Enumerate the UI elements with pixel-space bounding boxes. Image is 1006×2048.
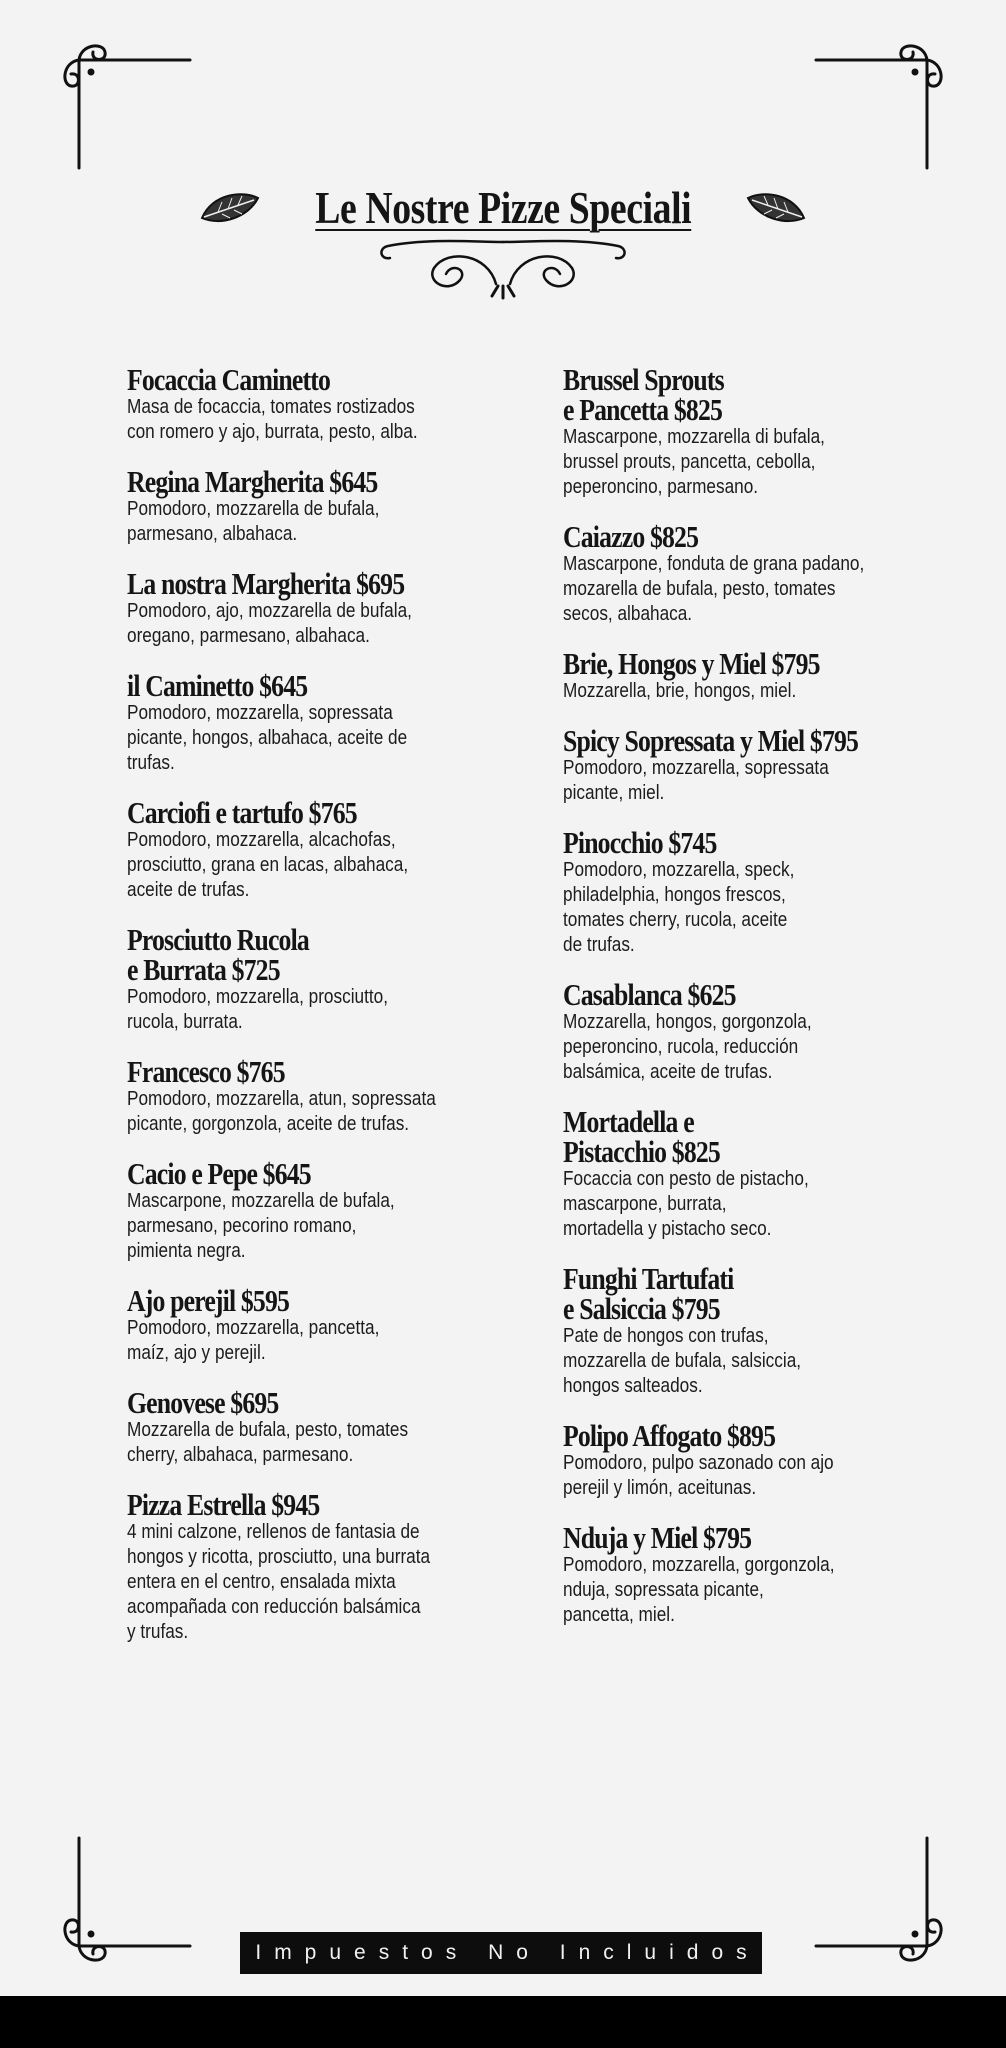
menu-item (127, 1385, 547, 1468)
menu-item (127, 1156, 547, 1264)
item-description: Pomodoro, ajo, mozzarella de bufala, oregano, parmesano, albahaca. (127, 600, 412, 647)
menu-item (563, 723, 983, 806)
item-description: Pomodoro, mozzarella, sopressata picante, hongos, albahaca, aceite de trufas. (127, 702, 408, 774)
item-name: Brie, Hongos y Miel $795 (563, 646, 820, 681)
item-description: Mozzarella, brie, hongos, miel. (563, 680, 797, 702)
item-name: Funghi Tartufati e Salsiccia $795 (563, 1261, 734, 1326)
leaf-icon (746, 188, 808, 226)
menu-item (563, 1418, 983, 1501)
item-name: Pinocchio $745 (563, 825, 717, 860)
title-flourish-ornament (368, 234, 638, 302)
leaf-icon (198, 188, 260, 226)
menu-item (563, 1520, 983, 1628)
item-description: Pomodoro, mozzarella, prosciutto, rucola, burrata. (127, 986, 388, 1033)
menu-column-left (127, 362, 547, 1667)
menu-item (127, 1487, 547, 1645)
bottom-bar (0, 1996, 1006, 2048)
menu-column-right (563, 362, 983, 1650)
item-description: Pomodoro, mozzarella, pancetta, maíz, ajo y perejil. (127, 1317, 380, 1364)
corner-ornament-bottom-right (811, 1836, 951, 1976)
menu-item (127, 922, 547, 1035)
item-description: Pomodoro, mozzarella, alcachofas, prosciutto, grana en lacas, albahaca, aceite de trufas. (127, 829, 409, 901)
item-name: Nduja y Miel $795 (563, 1520, 752, 1555)
menu-item (127, 464, 547, 547)
item-name: il Caminetto $645 (127, 668, 308, 703)
item-description: Mozzarella de bufala, pesto, tomates cherry, albahaca, parmesano. (127, 1419, 409, 1466)
item-name: Pizza Estrella $945 (127, 1487, 320, 1522)
menu-item (127, 362, 547, 445)
item-description: Mascarpone, fonduta de grana padano, mozarella de bufala, pesto, tomates secos, albahaca. (563, 553, 865, 625)
menu-item (563, 1261, 983, 1399)
title-row (0, 172, 1006, 242)
item-description: Mascarpone, mozzarella de bufala, parmesano, pecorino romano, pimienta negra. (127, 1190, 395, 1262)
menu-item (563, 519, 983, 627)
item-name: Spicy Sopressata y Miel $795 (563, 723, 859, 758)
item-name: La nostra Margherita $695 (127, 566, 405, 601)
menu-title: Le Nostre Pizze Speciali (315, 181, 691, 233)
corner-ornament-top-left (55, 30, 195, 170)
item-description: Pomodoro, mozzarella, atun, sopressata picante, gorgonzola, aceite de trufas. (127, 1088, 436, 1135)
menu-item (563, 1104, 983, 1242)
tax-note-banner: Impuestos No Incluidos (240, 1932, 762, 1974)
item-description: Pomodoro, mozzarella, gorgonzola, nduja, sopressata picante, pancetta, miel. (563, 1554, 835, 1626)
item-name: Polipo Affogato $895 (563, 1418, 776, 1453)
item-description: Focaccia con pesto de pistacho, mascarpone, burrata, mortadella y pistacho seco. (563, 1168, 809, 1240)
item-description: Pomodoro, mozzarella, speck, philadelphia, hongos frescos, tomates cherry, rucola, aceite de trufas. (563, 859, 795, 956)
item-name: Genovese $695 (127, 1385, 279, 1420)
item-name: Casablanca $625 (563, 977, 736, 1012)
item-description: Masa de focaccia, tomates rostizados con romero y ajo, burrata, pesto, alba. (127, 396, 418, 443)
item-description: 4 mini calzone, rellenos de fantasia de hongos y ricotta, prosciutto, una burrata entera en el centro, ensalada mixta acompañada con reducción balsámica y trufas. (127, 1521, 431, 1643)
item-name: Caiazzo $825 (563, 519, 699, 554)
item-description: Pomodoro, pulpo sazonado con ajo perejil y limón, aceitunas. (563, 1452, 834, 1499)
corner-ornament-bottom-left (55, 1836, 195, 1976)
item-name: Prosciutto Rucola e Burrata $725 (127, 922, 309, 987)
item-description: Mozzarella, hongos, gorgonzola, peperoncino, rucola, reducción balsámica, aceite de trufas. (563, 1011, 812, 1083)
item-name: Ajo perejil $595 (127, 1283, 290, 1318)
menu-item (563, 977, 983, 1085)
item-description: Mascarpone, mozzarella di bufala, brussel prouts, pancetta, cebolla, peperoncino, parmesano. (563, 426, 825, 498)
item-name: Francesco $765 (127, 1054, 285, 1089)
item-name: Focaccia Caminetto (127, 362, 330, 397)
menu-item (563, 825, 983, 958)
corner-ornament-top-right (811, 30, 951, 170)
menu-item (127, 1283, 547, 1366)
item-name: Mortadella e Pistacchio $825 (563, 1104, 720, 1169)
item-name: Carciofi e tartufo $765 (127, 795, 357, 830)
item-name: Regina Margherita $645 (127, 464, 378, 499)
item-description: Pate de hongos con trufas, mozzarella de bufala, salsiccia, hongos salteados. (563, 1325, 802, 1397)
menu-item (127, 668, 547, 776)
item-name: Cacio e Pepe $645 (127, 1156, 311, 1191)
menu-item (563, 362, 983, 500)
menu-item (127, 795, 547, 903)
menu-item (127, 1054, 547, 1137)
item-name: Brussel Sprouts e Pancetta $825 (563, 362, 724, 427)
item-description: Pomodoro, mozzarella de bufala, parmesano, albahaca. (127, 498, 380, 545)
menu-item (127, 566, 547, 649)
menu-item (563, 646, 983, 704)
item-description: Pomodoro, mozzarella, sopressata picante, miel. (563, 757, 829, 804)
